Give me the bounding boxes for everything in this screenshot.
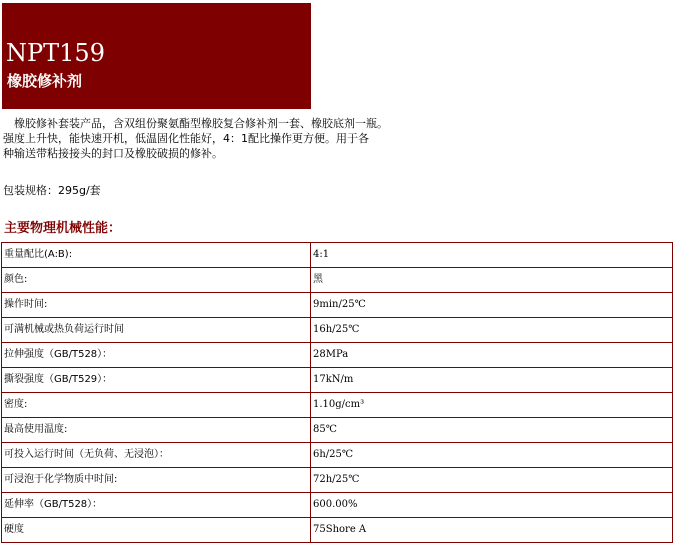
spec-value: 1.10g/cm³ (311, 393, 673, 418)
spec-value: 16h/25℃ (311, 318, 673, 343)
table-row (2, 293, 673, 318)
table-row (2, 243, 673, 268)
table-row (2, 418, 673, 443)
spec-label: 硬度 (2, 518, 311, 543)
spec-label: 重量配比(A:B): (2, 243, 311, 268)
spec-value: 600.00% (311, 493, 673, 518)
table-row (2, 268, 673, 293)
spec-table (1, 242, 673, 543)
table-row (2, 343, 673, 368)
spec-value: 9min/25℃ (311, 293, 673, 318)
spec-label: 撕裂强度（GB/T529）： (2, 368, 311, 393)
table-row (2, 368, 673, 393)
spec-value: 4:1 (311, 243, 673, 268)
spec-value: 72h/25℃ (311, 468, 673, 493)
spec-label: 颜色: (2, 268, 311, 293)
spec-value: 75Shore A (311, 518, 673, 543)
spec-value: 6h/25℃ (311, 443, 673, 468)
spec-label: 可浸泡于化学物质中时间: (2, 468, 311, 493)
table-row (2, 493, 673, 518)
spec-label: 延伸率（GB/T528）： (2, 493, 311, 518)
product-name: 橡胶修补剂 (7, 72, 83, 90)
spec-value: 17kN/m (311, 368, 673, 393)
description-line: 强度上升快，能快速开机，低温固化性能好，4：1配比操作更方便。用于各 (3, 132, 369, 145)
description-line: 种输送带粘接接头的封口及橡胶破损的修补。 (3, 147, 223, 160)
description-line: 橡胶修补套装产品，含双组份聚氨酯型橡胶复合修补剂一套、橡胶底剂一瓶。 (3, 117, 388, 130)
spec-label: 可投入运行时间（无负荷、无浸泡）： (2, 443, 311, 468)
package-spec: 包装规格：295g/套 (3, 184, 101, 197)
section-title: 主要物理机械性能： (4, 221, 122, 236)
table-row (2, 393, 673, 418)
table-row (2, 518, 673, 543)
spec-label: 操作时间: (2, 293, 311, 318)
spec-label: 拉伸强度（GB/T528）： (2, 343, 311, 368)
product-description (3, 116, 443, 161)
spec-value: 黑 (311, 268, 673, 293)
spec-value: 28MPa (311, 343, 673, 368)
table-row (2, 468, 673, 493)
header-banner (2, 3, 311, 109)
spec-label: 可满机械或热负荷运行时间 (2, 318, 311, 343)
spec-value: 85℃ (311, 418, 673, 443)
spec-label: 最高使用温度: (2, 418, 311, 443)
table-row (2, 443, 673, 468)
product-code: NPT159 (6, 39, 105, 67)
spec-label: 密度: (2, 393, 311, 418)
table-row (2, 318, 673, 343)
